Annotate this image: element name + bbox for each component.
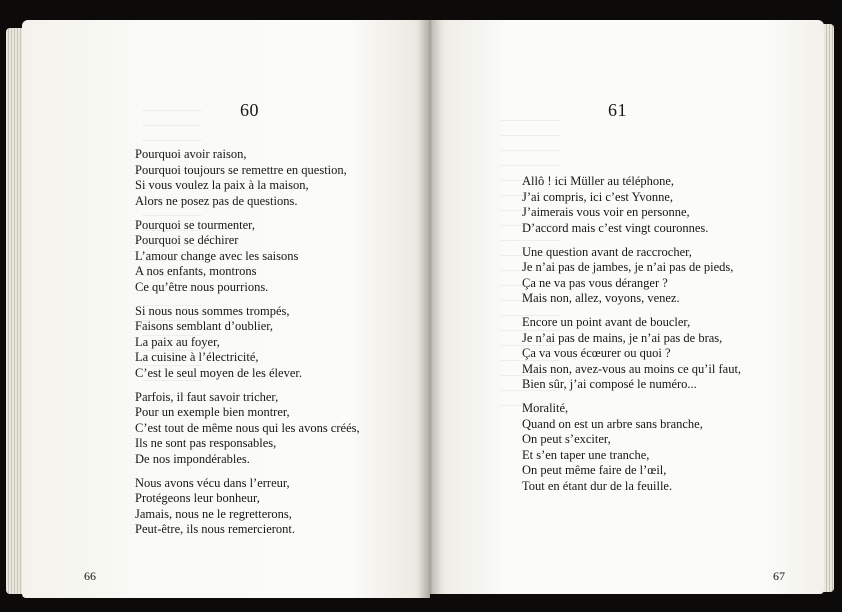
poem-line: Parfois, il faut savoir tricher, [135, 389, 279, 404]
poem-line: Allô ! ici Müller au téléphone, [522, 174, 675, 188]
poem-line: Pour un exemple bien montrer, [135, 405, 290, 419]
page-number-right: 67 [773, 569, 785, 583]
poem-line: De nos impondérables. [135, 451, 250, 466]
poem-line: On peut même faire de l’œil, [522, 463, 667, 477]
stanza [522, 174, 741, 236]
poem-line: Je n’ai pas de jambes, je n’ai pas de pieds, [522, 260, 734, 274]
stanza [522, 401, 741, 494]
right-page [430, 20, 824, 594]
poem-line: C’est le seul moyen de les élever. [135, 365, 302, 380]
poem-line: Si nous nous sommes trompés, [135, 303, 290, 318]
poem-line: Encore un point avant de boucler, [522, 315, 691, 329]
poem-line: Alors ne posez pas de questions. [135, 193, 298, 208]
poem-text-left [135, 147, 360, 546]
poem-line: La cuisine à l’électricité, [135, 350, 259, 364]
stanza [522, 245, 741, 307]
poem-number-left: 60 [240, 100, 259, 120]
book-gutter [418, 20, 442, 598]
poem-line: Peut-être, ils nous remercieront. [135, 522, 296, 536]
poem-line: Tout en étant dur de la feuille. [522, 478, 673, 493]
poem-text-right [522, 174, 741, 503]
stanza [135, 147, 360, 209]
poem-line: Protégeons leur bonheur, [135, 491, 260, 505]
poem-line: L’amour change avec les saisons [135, 248, 299, 263]
poem-line: Une question avant de raccrocher, [522, 244, 692, 259]
stanza [135, 304, 360, 382]
poem-line: Mais non, avez-vous au moins ce qu’il faut, [522, 361, 742, 376]
poem-line: Ça ne va pas vous déranger ? [522, 275, 668, 290]
page-number-left: 66 [84, 569, 96, 583]
poem-line: Faisons semblant d’oublier, [135, 319, 274, 333]
poem-line: Pourquoi se tourmenter, [135, 217, 255, 232]
poem-line: Moralité, [522, 401, 569, 415]
poem-line: C’est tout de même nous qui les avons créés, [135, 420, 360, 435]
poem-line: On peut s’exciter, [522, 432, 611, 446]
stanza [135, 476, 360, 538]
poem-line: Si vous voulez la paix à la maison, [135, 178, 309, 192]
poem-line: Et s’en taper une tranche, [522, 447, 650, 462]
left-page [22, 20, 430, 598]
poem-line: Je n’ai pas de mains, je n’ai pas de bras, [522, 330, 723, 345]
stanza [135, 218, 360, 296]
poem-line: Ils ne sont pas responsables, [135, 436, 277, 450]
poem-line: Ça va vous écœurer ou quoi ? [522, 346, 671, 360]
poem-line: Pourquoi se déchirer [135, 233, 239, 247]
poem-line: D’accord mais c’est vingt couronnes. [522, 220, 709, 235]
poem-line: Mais non, allez, voyons, venez. [522, 291, 680, 305]
poem-number-right: 61 [608, 100, 627, 120]
stanza [522, 315, 741, 393]
poem-line: Quand on est un arbre sans branche, [522, 416, 703, 431]
poem-line: Ce qu’être nous pourrions. [135, 279, 269, 294]
poem-line: Pourquoi avoir raison, [135, 147, 247, 161]
poem-line: J’aimerais vous voir en personne, [522, 205, 690, 219]
poem-line: Nous avons vécu dans l’erreur, [135, 475, 290, 490]
poem-line: Jamais, nous ne le regretterons, [135, 506, 292, 521]
poem-line: J’ai compris, ici c’est Yvonne, [522, 189, 674, 204]
poem-line: A nos enfants, montrons [135, 264, 257, 278]
poem-line: La paix au foyer, [135, 334, 220, 349]
stanza [135, 390, 360, 468]
poem-line: Pourquoi toujours se remettre en question, [135, 162, 347, 177]
poem-line: Bien sûr, j’ai composé le numéro... [522, 377, 697, 391]
